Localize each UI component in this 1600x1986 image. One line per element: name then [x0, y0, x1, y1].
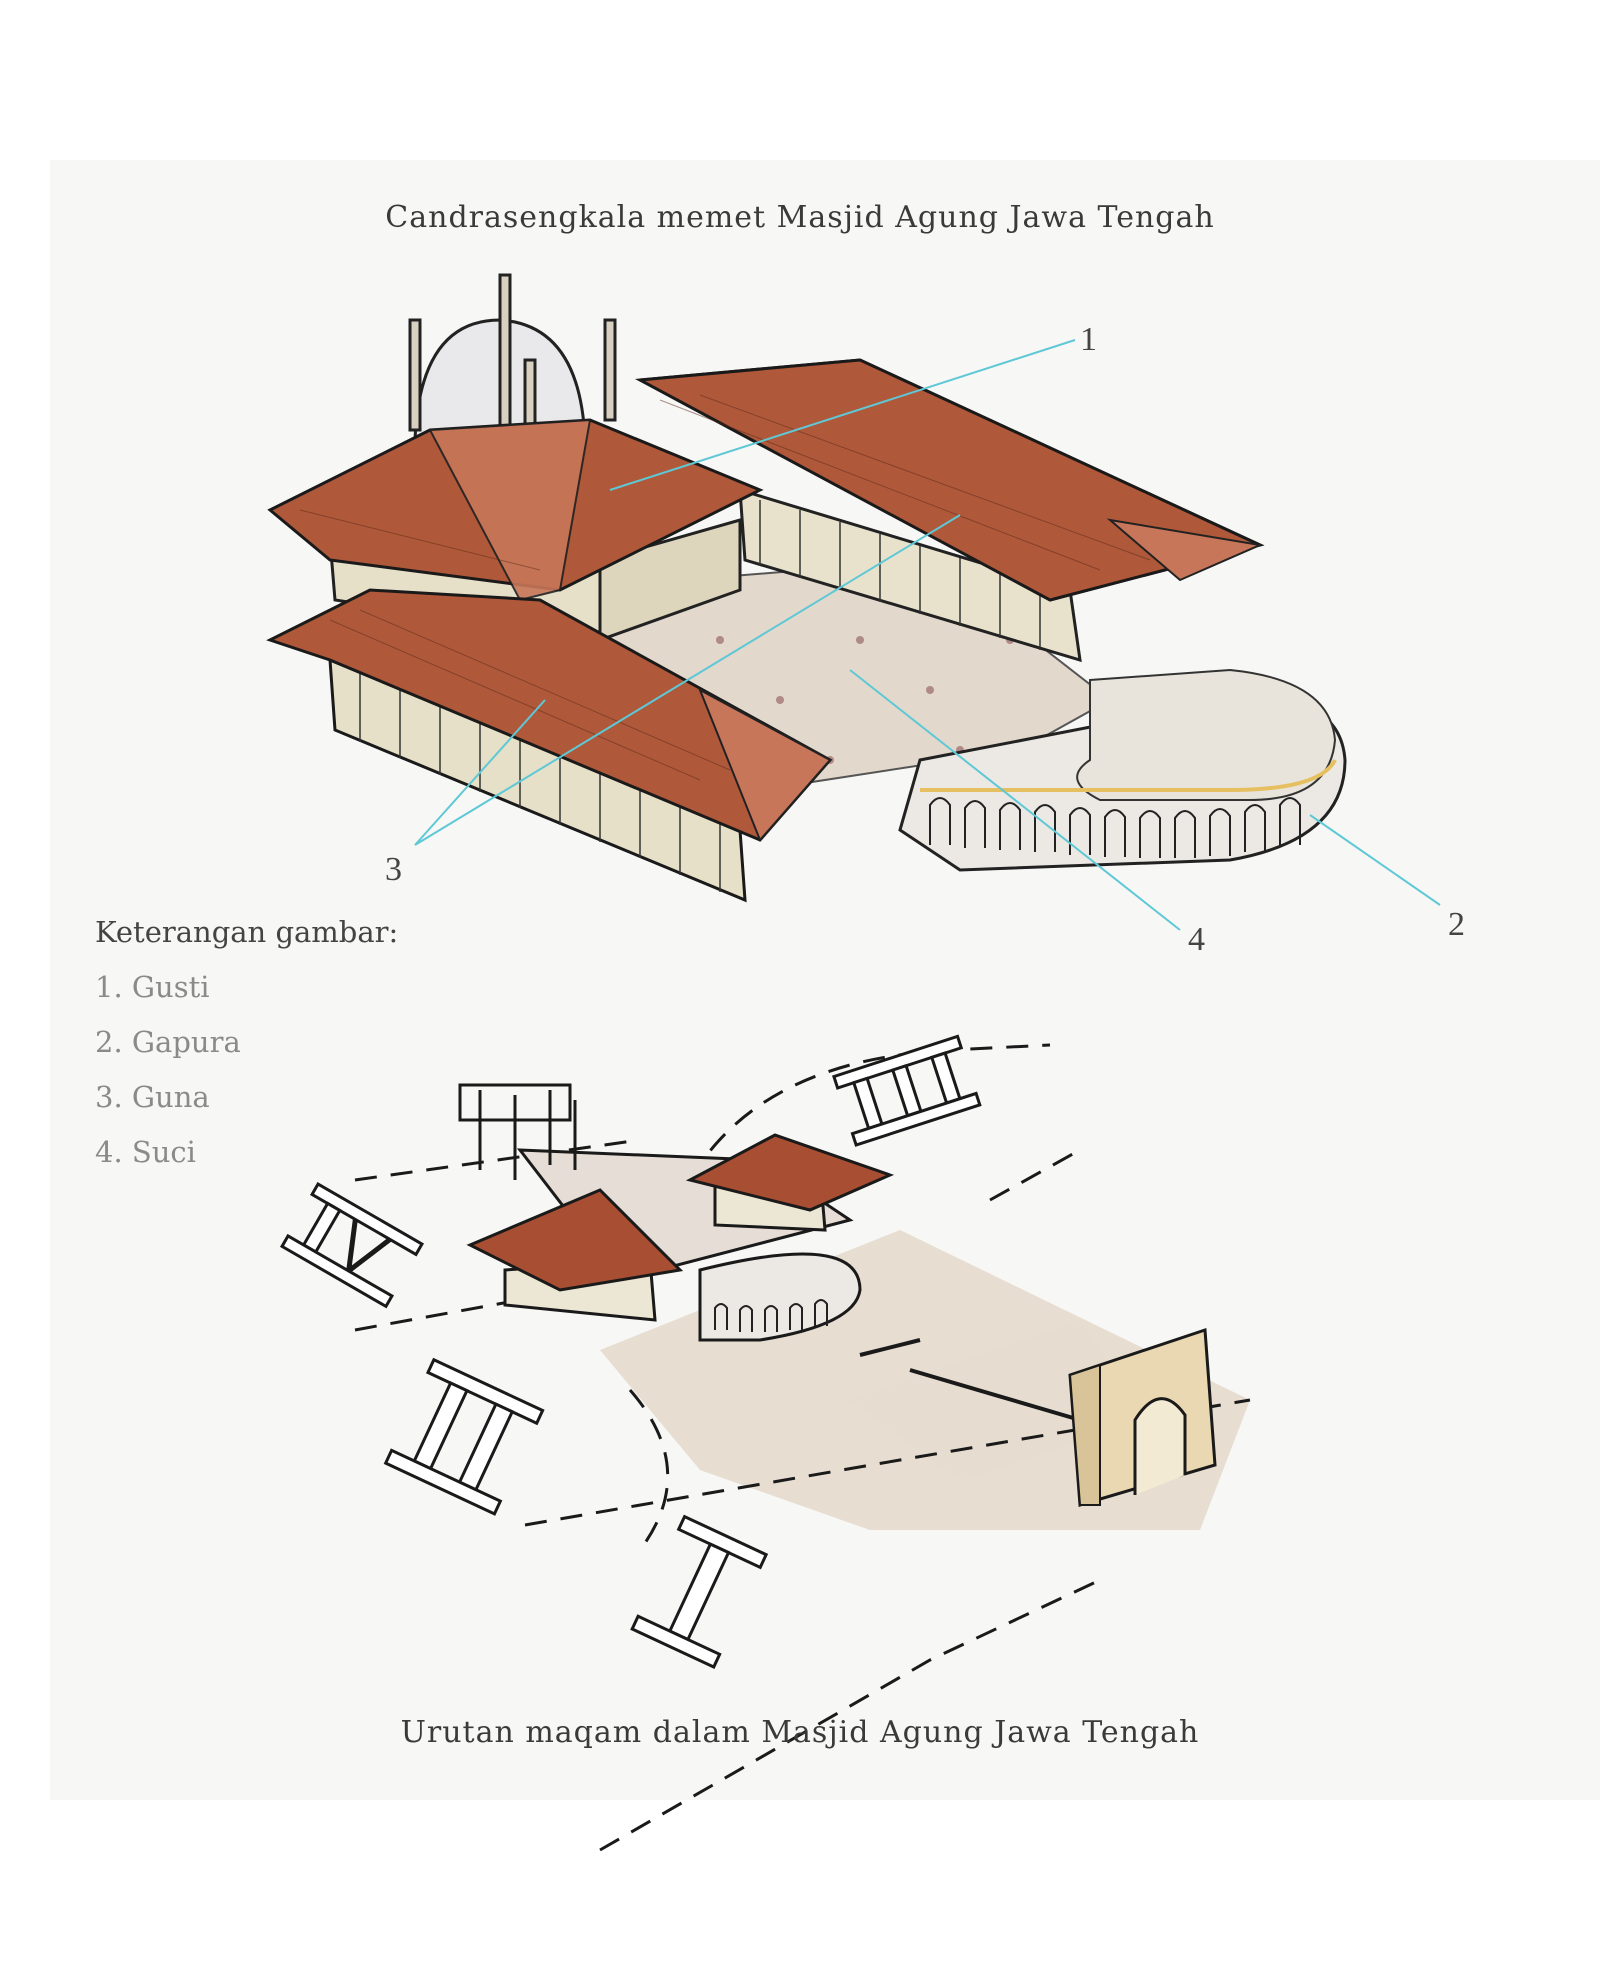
callout-2: 2 [1448, 906, 1465, 943]
top-caption: Candrasengkala memet Masjid Agung Jawa Tengah [385, 200, 1215, 235]
callout-1: 1 [1080, 321, 1097, 358]
legend-item: 2. Gapura [95, 1025, 241, 1059]
bottom-caption: Urutan maqam dalam Masjid Agung Jawa Tengah [400, 1715, 1200, 1750]
legend-item: 3. Guna [95, 1080, 210, 1114]
top-mosque-sketch [270, 275, 1465, 958]
callout-4: 4 [1188, 921, 1205, 958]
legend [95, 905, 398, 1180]
legend-item: 1. Gusti [95, 970, 210, 1004]
legend-item: 4. Suci [95, 1135, 196, 1169]
callout-3: 3 [385, 851, 402, 888]
legend-heading: Keterangan gambar: [95, 915, 399, 949]
